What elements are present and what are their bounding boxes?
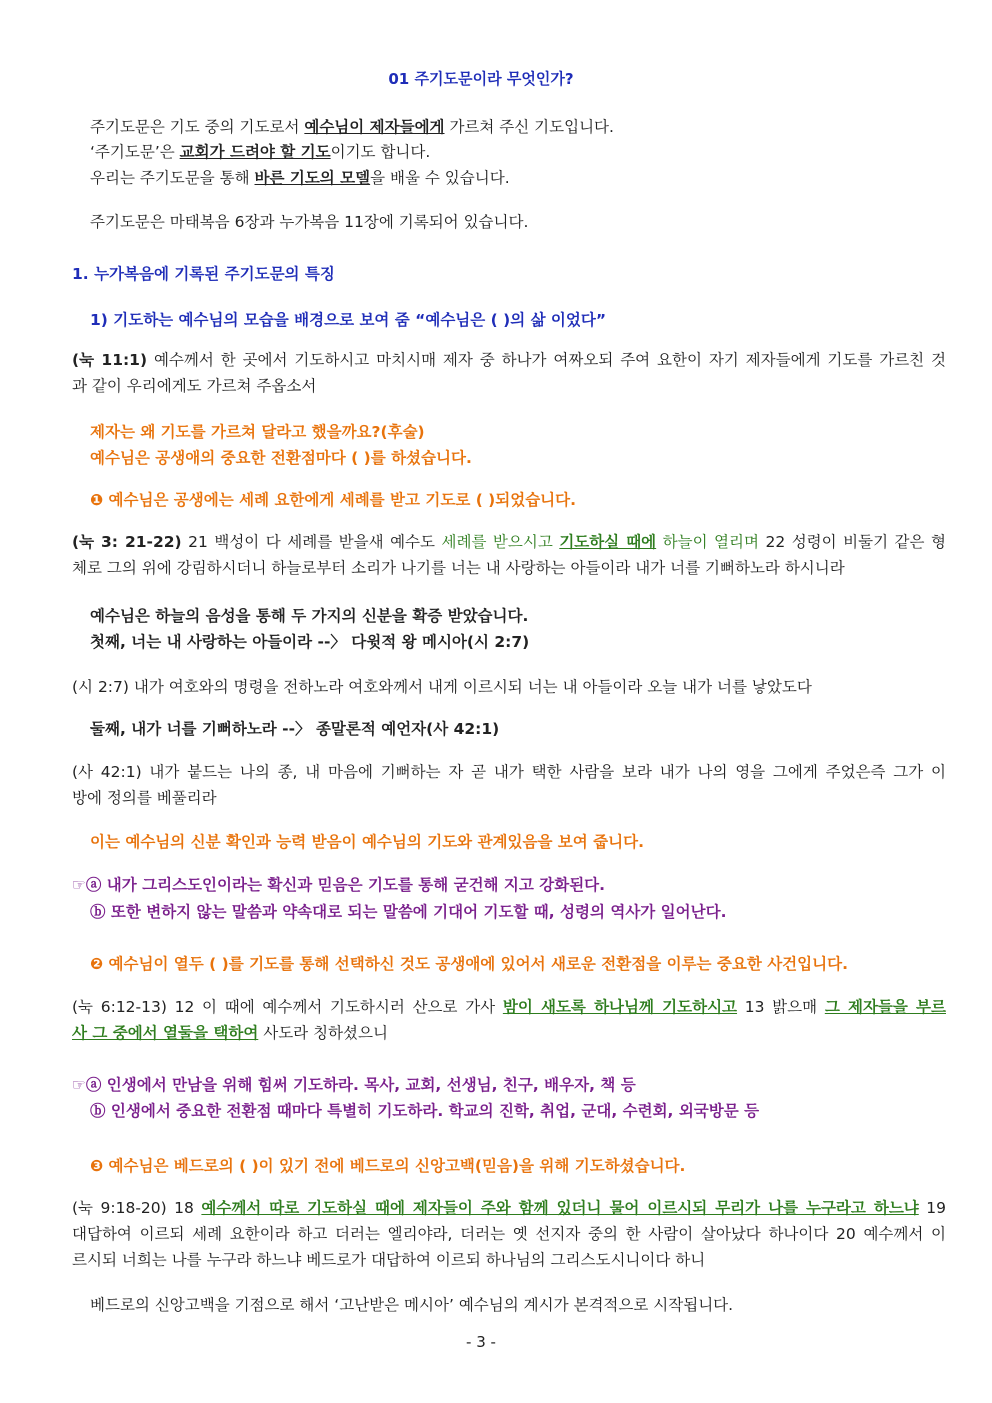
- scripture-luke-9-cont: 르시되 너희는 나를 누구라 하느냐 베드로가 대답하여 이르되 하나님의 그리스도시니이다 하니: [72, 1251, 706, 1269]
- intro-text: 가르쳐 주신 기도입니다.: [444, 118, 614, 136]
- scripture-luke-6: [72, 996, 946, 1018]
- scripture-highlight: 밤이 새도록 하나님께 기도하시고: [502, 998, 738, 1016]
- scripture-luke-3-cont: 체로 그의 위에 강림하시더니 하늘로부터 소리가 나기를 너는 내 사랑하는 아들이라 내가 너를 기뻐하노라 하시니라: [72, 559, 845, 577]
- scripture-text: 19: [918, 1199, 946, 1217]
- scripture-luke-9-cont: 대답하여 이르되 세례 요한이라 하고 더러는 엘리야라, 더러는 옛 선지자 중의 한 사람이 살아났다 하나이다 20 예수께서 이: [72, 1225, 946, 1243]
- scripture-luke-9: [72, 1197, 946, 1219]
- intro-line-1: [90, 116, 614, 138]
- scripture-highlight: 하늘이 열리며: [656, 533, 759, 551]
- scripture-highlight: 기도하실 때에: [559, 533, 657, 551]
- intro-line-4: 주기도문은 마태복음 6장과 누가복음 11장에 기록되어 있습니다.: [90, 213, 529, 231]
- point-3: ❸ 예수님은 베드로의 ( )이 있기 전에 베드로의 신앙고백(믿음)을 위해 기도하셨습니다.: [90, 1157, 686, 1175]
- scripture-text: 22 성령이 비둘기 같은 형: [758, 533, 946, 551]
- identity-line: 첫째, 너는 내 사랑하는 아들이라 --〉 다윗적 왕 메시아(시 2:7): [90, 633, 530, 651]
- scripture-highlight: 예수께서 따로 기도하실 때에 제자들이 주와 함께 있더니 물어 이르시되 무리가 나를 누구라고 하느냐: [201, 1199, 919, 1217]
- scripture-ref: (눅 3: 21-22): [72, 533, 182, 551]
- application-b: ⓑ 인생에서 중요한 전환점 때마다 특별히 기도하라. 학교의 진학, 취업, 군대, 수련회, 외국방문 등: [90, 1102, 760, 1120]
- identity-line: 예수님은 하늘의 음성을 통해 두 가지의 신분을 확증 받았습니다.: [90, 607, 529, 625]
- subsection-heading: 1) 기도하는 예수님의 모습을 배경으로 보여 줌 “예수님은 ( )의 삶 이었다”: [90, 311, 607, 329]
- point-1: ❶ 예수님은 공생에는 세례 요한에게 세례를 받고 기도로 ( )되었습니다.: [90, 491, 577, 509]
- scripture-isaiah-42: (사 42:1) 내가 붙드는 나의 종, 내 마음에 기뻐하는 자 곧 내가 택한 사람을 보라 내가 나의 영을 그에게 주었은즉 그가 이: [72, 763, 946, 781]
- application-a: ☞ⓐ 내가 그리스도인이라는 확신과 믿음은 기도를 통해 굳건해 지고 강화된다.: [72, 876, 606, 894]
- question-line: 제자는 왜 기도를 가르쳐 달라고 했을까요?(후술): [90, 423, 425, 441]
- scripture-luke-3: [72, 531, 946, 553]
- intro-text: 을 배울 수 있습니다.: [370, 169, 510, 187]
- section-heading: 1. 누가복음에 기록된 주기도문의 특징: [72, 265, 335, 283]
- scripture-text: (눅 9:18-20) 18: [72, 1199, 202, 1217]
- scripture-psalm-2: (시 2:7) 내가 여호와의 명령을 전하노라 여호와께서 내게 이르시되 너는 내 아들이라 오늘 내가 너를 낳았도다: [72, 678, 812, 696]
- identity-line: 둘째, 내가 너를 기뻐하노라 --〉 종말론적 예언자(사 42:1): [90, 720, 500, 738]
- scripture-highlight: 그 제자들을 부르: [824, 998, 946, 1016]
- application-b: ⓑ 또한 변하지 않는 말씀과 약속대로 되는 말씀에 기대어 기도할 때, 성령의 역사가 일어난다.: [90, 903, 727, 921]
- intro-text: 우리는 주기도문을 통해: [90, 169, 255, 187]
- closing-line: 베드로의 신앙고백을 기점으로 해서 ‘고난받은 메시아’ 예수님의 계시가 본격적으로 시작됩니다.: [90, 1296, 734, 1314]
- summary-line: 이는 예수님의 신분 확인과 능력 받음이 예수님의 기도와 관계있음을 보여 줍니다.: [90, 833, 644, 851]
- scripture-text: 21 백성이 다 세례를 받을새 예수도: [181, 533, 442, 551]
- scripture-highlight: 세례를 받으시고: [441, 533, 553, 551]
- scripture-text: 13 밝으매: [737, 998, 825, 1016]
- scripture-text: 사도라 칭하셨으니: [258, 1024, 388, 1042]
- scripture-isaiah-42-cont: 방에 정의를 베풀리라: [72, 789, 217, 807]
- intro-text: 주기도문은 기도 중의 기도로서: [90, 118, 305, 136]
- application-a: ☞ⓐ 인생에서 만남을 위해 힘써 기도하라. 목사, 교회, 선생님, 친구, 배우자, 책 등: [72, 1076, 636, 1094]
- intro-keyword: 바른 기도의 모델: [254, 169, 371, 187]
- intro-keyword: 예수님이 제자들에게: [304, 118, 445, 136]
- scripture-text: 예수께서 한 곳에서 기도하시고 마치시매 제자 중 하나가 여짜오되 주여 요한이 자기 제자들에게 기도를 가르친 것: [147, 351, 947, 369]
- scripture-luke-11: [72, 349, 946, 371]
- intro-keyword: 교회가 드려야 할 기도: [179, 143, 331, 161]
- intro-line-3: [90, 167, 510, 189]
- scripture-highlight: 사 그 중에서 열둘을 택하여: [72, 1024, 259, 1042]
- scripture-luke-11-cont: 과 같이 우리에게도 가르쳐 주옵소서: [72, 377, 317, 395]
- question-line: 예수님은 공생애의 중요한 전환점마다 ( )를 하셨습니다.: [90, 449, 472, 467]
- intro-text: ‘주기도문’은: [90, 143, 180, 161]
- intro-line-2: [90, 141, 430, 163]
- scripture-luke-6-cont: [72, 1022, 388, 1044]
- intro-text: 이기도 합니다.: [330, 143, 431, 161]
- point-2: ❷ 예수님이 열두 ( )를 기도를 통해 선택하신 것도 공생애에 있어서 새로운 전환점을 이루는 중요한 사건입니다.: [90, 955, 848, 973]
- scripture-ref: (눅 11:1): [72, 351, 148, 369]
- page-number: - 3 -: [466, 1333, 496, 1351]
- page-title: 01 주기도문이라 무엇인가?: [388, 70, 574, 88]
- scripture-text: (눅 6:12-13) 12 이 때에 예수께서 기도하시러 산으로 가사: [72, 998, 503, 1016]
